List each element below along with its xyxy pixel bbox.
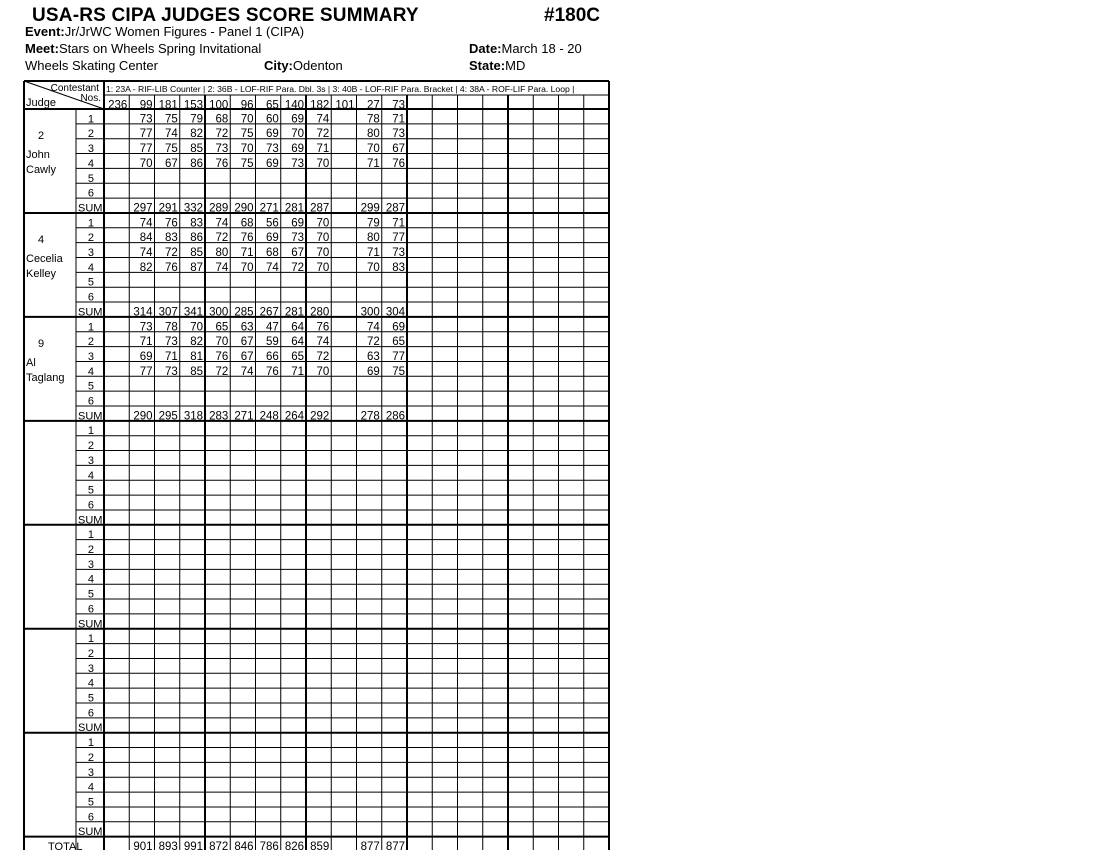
sum-cell: 280 [310, 306, 330, 319]
sum-cell: 281 [284, 202, 304, 215]
figure-row-label: 1 [87, 425, 94, 438]
contestant-number: 27 [366, 99, 380, 112]
score-cell: 67 [164, 157, 178, 170]
score-cell: 73 [215, 143, 229, 156]
score-cell: 79 [366, 217, 380, 230]
score-cell: 74 [215, 217, 229, 230]
score-cell: 73 [265, 143, 279, 156]
figure-row-label: 2 [87, 128, 94, 141]
figure-row-label: 5 [87, 484, 94, 497]
score-cell: 80 [366, 232, 380, 245]
sum-cell: 267 [259, 306, 279, 319]
score-cell: 60 [265, 113, 279, 126]
figure-row-label: 4 [87, 261, 94, 274]
score-cell: 77 [139, 128, 153, 141]
score-cell: 86 [190, 157, 203, 170]
figure-row-label: 2 [87, 544, 94, 556]
figure-row-label: 6 [87, 603, 94, 616]
judge-number: 2 [37, 130, 45, 142]
score-cell: 84 [139, 232, 153, 245]
score-cell: 73 [164, 365, 178, 378]
sum-cell: 318 [183, 410, 203, 423]
sum-cell: 341 [183, 306, 203, 319]
sum-cell: 248 [259, 410, 279, 423]
score-cell: 75 [164, 143, 178, 156]
judge-name: Cawly [26, 164, 56, 176]
figure-row-label: 2 [87, 232, 94, 245]
sum-cell: 332 [183, 202, 203, 215]
contestant-number: 73 [392, 99, 405, 112]
sum-cell: 300 [360, 306, 380, 319]
figure-row-label: 4 [87, 469, 94, 482]
corner-nos-label: Nos. [80, 93, 101, 104]
score-cell: 56 [265, 217, 279, 230]
sum-cell: 300 [209, 306, 229, 319]
figure-row-label: 1 [87, 113, 94, 126]
contestant-number: 140 [284, 99, 304, 112]
score-cell: 74 [139, 247, 153, 259]
sum-label: SUM [78, 722, 103, 735]
score-cell: 75 [164, 113, 178, 126]
score-cell: 74 [316, 113, 330, 126]
score-cell: 69 [265, 128, 279, 141]
score-cell: 70 [240, 261, 254, 274]
score-cell: 70 [291, 128, 304, 141]
contestant-number: 100 [209, 99, 229, 112]
sum-cell: 287 [310, 202, 330, 215]
sum-cell: 304 [385, 306, 405, 319]
judge-number: 4 [37, 233, 45, 246]
figure-row-label: 4 [87, 677, 94, 690]
total-cell: 872 [209, 841, 229, 850]
sum-cell: 281 [284, 306, 304, 319]
figure-row-label: 4 [87, 573, 94, 586]
figure-row-label: 5 [87, 692, 94, 705]
score-cell: 76 [316, 321, 330, 334]
state-label: State: [469, 58, 506, 73]
score-cell: 74 [240, 365, 254, 378]
score-cell: 74 [164, 128, 178, 141]
figure-row-label: 5 [87, 172, 94, 185]
sum-cell: 291 [158, 202, 178, 215]
score-cell: 74 [265, 261, 279, 274]
score-cell: 85 [190, 247, 203, 259]
score-cell: 64 [291, 321, 304, 334]
score-cell: 71 [366, 157, 380, 170]
score-cell: 72 [215, 232, 229, 245]
score-cell: 68 [265, 247, 279, 259]
score-cell: 69 [291, 113, 304, 126]
score-cell: 77 [392, 350, 405, 363]
sum-label: SUM [78, 618, 103, 631]
score-cell: 64 [291, 336, 304, 349]
score-cell: 74 [316, 336, 330, 349]
score-cell: 71 [366, 247, 380, 259]
score-cell: 68 [240, 217, 254, 230]
score-cell: 85 [190, 143, 203, 156]
score-cell: 85 [190, 365, 203, 378]
judge-number: 9 [37, 337, 45, 350]
figure-row-label: 2 [87, 336, 94, 349]
sum-label: SUM [78, 306, 103, 319]
sum-label: SUM [78, 410, 103, 423]
sum-cell: 286 [385, 410, 405, 423]
score-cell: 77 [139, 365, 153, 378]
score-cell: 67 [240, 336, 254, 349]
score-cell: 80 [215, 247, 229, 259]
score-cell: 76 [215, 157, 229, 170]
score-cell: 82 [139, 261, 153, 274]
score-cell: 67 [392, 143, 405, 156]
contestant-number: 182 [310, 99, 330, 112]
figure-row-label: 3 [87, 143, 94, 156]
event-value: Jr/JrWC Women Figures - Panel 1 (CIPA) [64, 24, 305, 39]
figure-row-label: 6 [87, 187, 94, 200]
sum-cell: 290 [133, 410, 153, 423]
total-cell: 877 [385, 841, 405, 850]
score-cell: 70 [316, 261, 330, 274]
rink-name: Wheels Skating Center [25, 58, 158, 73]
score-cell: 69 [291, 143, 304, 156]
score-cell: 73 [139, 321, 153, 334]
sum-cell: 289 [209, 202, 229, 215]
total-cell: 826 [284, 841, 304, 850]
sum-label: SUM [78, 826, 103, 839]
sum-cell: 264 [284, 410, 304, 423]
total-label: TOTAL [48, 841, 83, 850]
score-cell: 70 [316, 232, 330, 245]
event-label: Event: [25, 24, 65, 39]
score-cell: 70 [316, 247, 330, 259]
score-cell: 70 [215, 336, 229, 349]
meet-label: Meet: [25, 41, 59, 56]
score-cell: 80 [366, 128, 380, 141]
score-cell: 73 [392, 128, 405, 141]
figure-row-label: 4 [87, 157, 94, 170]
figure-row-label: 6 [87, 707, 94, 720]
total-cell: 893 [158, 841, 178, 850]
score-cell: 73 [291, 157, 304, 170]
figure-row-label: 5 [87, 588, 94, 601]
sum-cell: 278 [360, 410, 380, 423]
sum-cell: 271 [234, 410, 254, 423]
sum-cell: 295 [158, 410, 178, 423]
figure-row-label: 2 [87, 751, 94, 764]
sum-cell: 283 [209, 410, 229, 423]
score-cell: 70 [316, 157, 330, 170]
score-cell: 83 [190, 217, 203, 230]
total-cell: 877 [360, 841, 380, 850]
score-cell: 70 [366, 143, 380, 156]
figure-row-label: 1 [87, 633, 94, 646]
score-cell: 73 [139, 113, 153, 126]
figure-row-label: 4 [87, 365, 94, 378]
figure-row-label: 1 [87, 217, 94, 230]
score-cell: 68 [215, 113, 229, 126]
score-cell: 75 [392, 365, 405, 378]
sum-cell: 287 [385, 202, 405, 215]
score-cell: 65 [291, 350, 304, 363]
city-label: City: [264, 58, 293, 73]
score-cell: 76 [392, 157, 405, 170]
figure-row-label: 2 [87, 647, 94, 660]
score-cell: 70 [240, 113, 254, 126]
score-cell: 73 [392, 247, 405, 259]
score-cell: 71 [164, 350, 178, 363]
score-cell: 69 [265, 157, 279, 170]
score-cell: 82 [190, 128, 203, 141]
contestant-number: 153 [183, 99, 203, 112]
score-cell: 63 [240, 321, 254, 334]
score-cell: 73 [164, 336, 178, 349]
score-cell: 78 [164, 321, 178, 334]
score-cell: 69 [291, 217, 304, 230]
score-cell: 78 [366, 113, 380, 126]
figure-row-label: 6 [87, 811, 94, 824]
score-cell: 77 [139, 143, 153, 156]
contestant-number: 96 [240, 99, 254, 112]
figure-row-label: 3 [87, 766, 94, 779]
sum-cell: 292 [310, 410, 330, 423]
sum-cell: 290 [234, 202, 254, 215]
total-cell: 991 [183, 841, 203, 850]
score-cell: 71 [139, 336, 153, 349]
state-value: MD [505, 58, 526, 73]
score-cell: 69 [392, 321, 405, 334]
score-cell: 69 [265, 232, 279, 245]
score-cell: 71 [392, 113, 405, 126]
score-cell: 82 [190, 336, 203, 349]
score-cell: 71 [240, 247, 254, 259]
score-cell: 65 [392, 336, 405, 349]
city-value: Odenton [292, 58, 343, 73]
figure-row-label: 3 [87, 350, 94, 363]
score-cell: 73 [291, 232, 304, 245]
judge-name: Kelley [26, 267, 56, 280]
score-cell: 71 [316, 143, 330, 156]
sum-label: SUM [78, 202, 103, 215]
sum-cell: 285 [234, 306, 254, 319]
figures-description: 1: 23A - RIF-LIB Counter | 2: 36B - LOF-RIF Para. Dbl. 3s | 3: 40B - LOF-RIF Para. Bracket | 4: 38A - ROF-LIF Para. Loop | [106, 84, 575, 94]
judge-name: Cecelia [26, 252, 63, 265]
score-cell: 70 [316, 365, 330, 378]
figure-row-label: 6 [87, 291, 94, 304]
score-cell: 76 [265, 365, 279, 378]
score-cell: 72 [291, 261, 304, 274]
total-cell: 846 [234, 841, 254, 850]
figure-row-label: 3 [87, 662, 94, 675]
score-cell: 79 [190, 113, 203, 126]
figure-row-label: 3 [87, 454, 94, 467]
score-cell: 74 [215, 261, 229, 274]
meet-value: Stars on Wheels Spring Invitational [58, 41, 262, 56]
score-cell: 76 [215, 350, 229, 363]
score-cell: 72 [316, 128, 330, 141]
figure-row-label: 6 [87, 499, 94, 512]
form-number: #180C [544, 5, 600, 26]
figure-row-label: 3 [87, 558, 94, 571]
judge-name: Al [26, 356, 36, 369]
score-cell: 67 [291, 247, 304, 259]
score-cell: 72 [215, 365, 229, 378]
figure-row-label: 5 [87, 276, 94, 289]
score-cell: 70 [190, 321, 203, 334]
score-cell: 70 [316, 217, 330, 230]
score-cell: 77 [392, 232, 405, 245]
score-cell: 72 [164, 247, 178, 259]
score-cell: 83 [164, 232, 178, 245]
score-cell: 72 [316, 350, 330, 363]
sum-cell: 314 [133, 306, 153, 319]
contestant-number: 236 [108, 99, 128, 112]
score-cell: 87 [190, 261, 203, 274]
corner-judge-label: Judge [26, 97, 56, 109]
score-cell: 69 [366, 365, 380, 378]
score-cell: 65 [215, 321, 229, 334]
judge-name: John [26, 149, 50, 161]
score-cell: 76 [240, 232, 254, 245]
contestant-number: 65 [265, 99, 279, 112]
score-cell: 72 [366, 336, 380, 349]
figure-row-label: 4 [87, 781, 94, 794]
score-cell: 69 [139, 350, 153, 363]
score-cell: 83 [392, 261, 405, 274]
figure-row-label: 5 [87, 796, 94, 809]
score-cell: 70 [240, 143, 254, 156]
score-cell: 81 [190, 350, 203, 363]
figure-row-label: 6 [87, 395, 94, 408]
score-cell: 71 [291, 365, 304, 378]
score-cell: 86 [190, 232, 203, 245]
score-cell: 76 [164, 217, 178, 230]
score-cell: 47 [265, 321, 279, 334]
score-cell: 74 [366, 321, 380, 334]
score-cell: 74 [139, 217, 153, 230]
contestant-number: 181 [158, 99, 178, 112]
score-cell: 76 [164, 261, 178, 274]
corner-contestant-label: Contestant [50, 83, 99, 94]
total-cell: 859 [310, 841, 330, 850]
sum-label: SUM [78, 514, 103, 527]
sum-cell: 307 [158, 306, 178, 319]
page-title: USA-RS CIPA JUDGES SCORE SUMMARY [32, 5, 419, 26]
score-cell: 70 [139, 157, 153, 170]
figure-row-label: 2 [87, 440, 94, 453]
judge-name: Taglang [26, 371, 65, 384]
score-cell: 67 [240, 350, 254, 363]
date-label: Date: [469, 41, 502, 56]
score-cell: 71 [392, 217, 405, 230]
score-cell: 63 [366, 350, 380, 363]
score-cell: 59 [265, 336, 279, 349]
figure-row-label: 1 [87, 321, 94, 334]
score-cell: 75 [240, 157, 254, 170]
sum-cell: 297 [133, 202, 153, 215]
score-cell: 66 [265, 350, 279, 363]
figure-row-label: 1 [87, 529, 94, 542]
score-cell: 70 [366, 261, 380, 274]
total-cell: 901 [133, 841, 153, 850]
total-cell: 786 [259, 841, 279, 850]
sum-cell: 299 [360, 202, 380, 215]
date-value: March 18 - 20 [501, 41, 582, 56]
score-cell: 72 [215, 128, 229, 141]
score-cell: 75 [240, 128, 254, 141]
figure-row-label: 5 [87, 380, 94, 393]
contestant-number: 99 [139, 99, 153, 112]
figure-row-label: 3 [87, 247, 94, 259]
contestant-number: 101 [335, 99, 355, 112]
figure-row-label: 1 [87, 737, 94, 750]
sum-cell: 271 [259, 202, 279, 215]
